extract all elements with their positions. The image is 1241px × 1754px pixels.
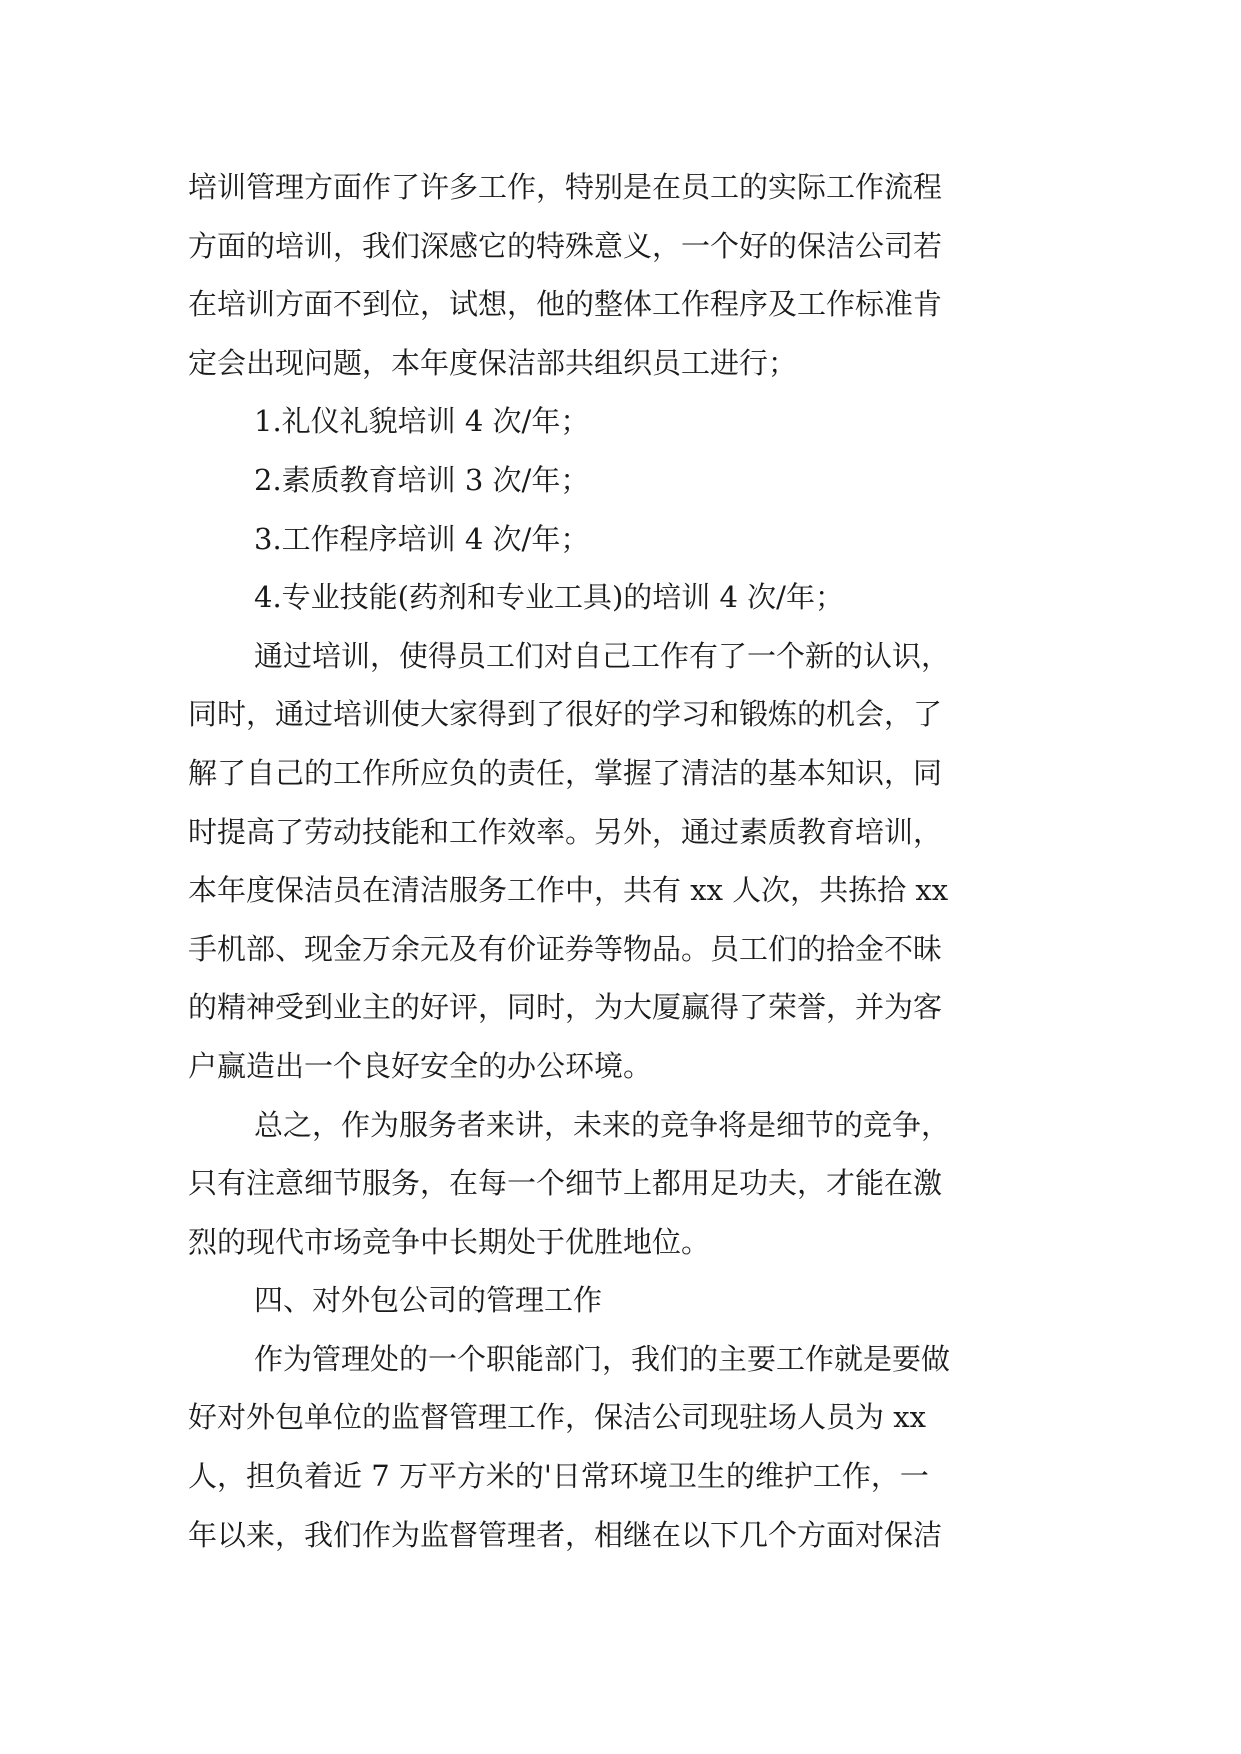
list-item: 2.素质教育培训 3 次/年； — [254, 462, 590, 497]
paragraph-start: 总之，作为服务者来讲，未来的竞争将是细节的竞争， — [254, 1107, 951, 1142]
text-line: 时提高了劳动技能和工作效率。另外，通过素质教育培训， — [188, 814, 943, 849]
text-line: 在培训方面不到位，试想，他的整体工作程序及工作标准肯 — [188, 287, 943, 322]
text-line: 本年度保洁员在清洁服务工作中，共有 xx 人次，共拣拾 xx — [188, 873, 949, 908]
paragraph-start: 作为管理处的一个职能部门，我们的主要工作就是要做 — [254, 1341, 951, 1376]
text-line: 年以来，我们作为监督管理者，相继在以下几个方面对保洁 — [188, 1517, 943, 1552]
text-line: 方面的培训，我们深感它的特殊意义，一个好的保洁公司若 — [188, 228, 943, 263]
text-line: 同时，通过培训使大家得到了很好的学习和锻炼的机会，了 — [188, 697, 943, 732]
text-line: 烈的现代市场竞争中长期处于优胜地位。 — [188, 1224, 711, 1259]
text-line: 培训管理方面作了许多工作，特别是在员工的实际工作流程 — [188, 170, 943, 204]
text-line: 好对外包单位的监督管理工作，保洁公司现驻场人员为 xx — [188, 1400, 926, 1435]
document-page — [188, 158, 1068, 1564]
list-item: 4.专业技能(药剂和专业工具)的培训 4 次/年； — [254, 580, 844, 615]
text-line: 手机部、现金万余元及有价证券等物品。员工们的拾金不昧 — [188, 931, 943, 966]
list-item: 3.工作程序培训 4 次/年； — [254, 521, 590, 556]
text-line: 的精神受到业主的好评，同时，为大厦赢得了荣誉，并为客 — [188, 990, 943, 1025]
text-line: 解了自己的工作所应负的责任，掌握了清洁的基本知识，同 — [188, 755, 943, 790]
text-line: 人，担负着近 7 万平方米的'日常环境卫生的维护工作，一 — [188, 1459, 929, 1494]
paragraph-start: 通过培训，使得员工们对自己工作有了一个新的认识， — [254, 638, 951, 673]
text-line: 只有注意细节服务，在每一个细节上都用足功夫，才能在激 — [188, 1166, 943, 1201]
section-heading: 四、对外包公司的管理工作 — [254, 1283, 603, 1318]
text-line: 定会出现问题，本年度保洁部共组织员工进行； — [188, 345, 798, 380]
list-item: 1.礼仪礼貌培训 4 次/年； — [254, 404, 590, 439]
text-line: 户赢造出一个良好安全的办公环境。 — [188, 1048, 653, 1083]
